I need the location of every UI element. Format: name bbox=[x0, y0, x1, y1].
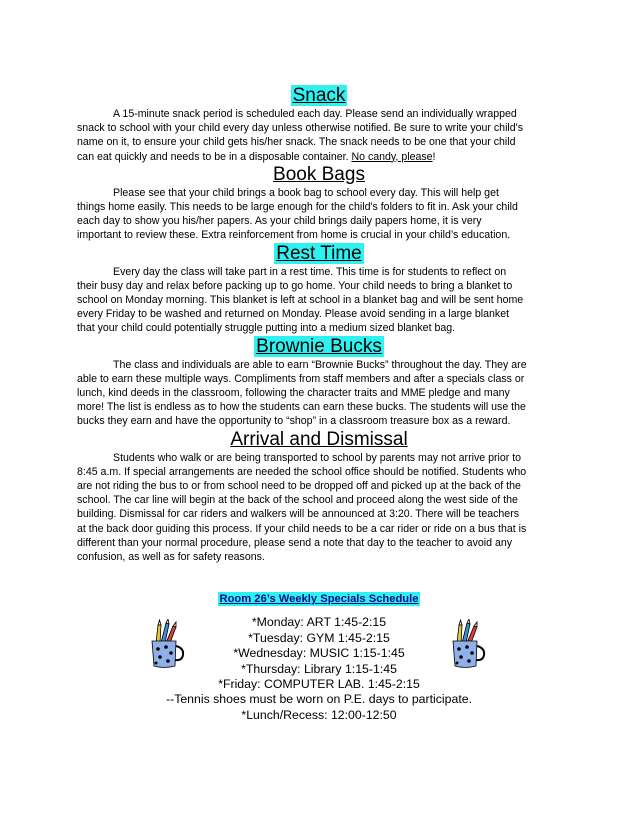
paragraph-rest-time bbox=[77, 265, 561, 336]
paragraph-line: snack to school with your child every day unless otherwise notified. Be sure to write your child's bbox=[77, 122, 523, 135]
pencil-cup-icon bbox=[447, 619, 487, 669]
paragraph-line: A 15-minute snack period is scheduled each day. Please send an individually wrapped bbox=[113, 108, 517, 120]
schedule-block bbox=[77, 615, 561, 735]
paragraph-line: every Friday to be washed and returned on Monday. Please avoid sending in a large blanket bbox=[77, 308, 510, 321]
schedule-item-thursday: *Thursday: Library 1:15-1:45 bbox=[241, 661, 397, 676]
paragraph-line: different than your normal procedure, please send a note that day to the teacher to avoid any bbox=[77, 536, 513, 549]
paragraph-line: that your child could potentially struggle putting into a medium sized blanket bag. bbox=[77, 322, 456, 335]
paragraph-line: The class and individuals are able to earn “Brownie Bucks” throughout the day. They are bbox=[113, 358, 527, 371]
section-title-rest-time: Rest Time bbox=[276, 242, 362, 264]
schedule-item-friday: *Friday: COMPUTER LAB. 1:45-2:15 bbox=[218, 676, 420, 691]
paragraph-line: school on Monday morning. This blanket is left at school in a blanket bag and will be sent home bbox=[77, 294, 524, 307]
pencil-cup-icon bbox=[146, 619, 186, 669]
paragraph-line: things home easily. This needs to be large enough for the child's folders to fit in. Ask your child bbox=[77, 201, 518, 214]
paragraph-line: lunch, kind deeds in the classroom, following the character traits and MME pledge and many bbox=[77, 387, 510, 400]
paragraph-line: their busy day and relax before packing up to go home. Your child needs to bring a blanket to bbox=[77, 279, 513, 292]
paragraph-line: confusion, as well as for safety reasons. bbox=[77, 551, 265, 564]
spacer bbox=[77, 565, 561, 589]
paragraph-line: Every day the class will take part in a rest time. This time is for students to reflect on bbox=[113, 265, 507, 278]
paragraph-line: Please see that your child brings a book bag to school every day. This will help get bbox=[113, 186, 499, 199]
paragraph-line: more! The list is endless as to how the students can earn these bucks. The students will use the bbox=[77, 401, 526, 414]
paragraph-line bbox=[77, 150, 561, 164]
section-title-book-bags: Book Bags bbox=[273, 163, 365, 185]
paragraph-text: can eat quickly and needs to be in a disposable container. bbox=[77, 150, 349, 163]
section-arrival-dismissal bbox=[77, 430, 561, 451]
paragraph-line: each day to show you his/her papers. As your child brings daily papers home, it is very bbox=[77, 215, 482, 228]
paragraph-line: school. The car line will begin at the back of the school and proceed along the west side of the bbox=[77, 494, 518, 507]
schedule-item-lunch-recess: *Lunch/Recess: 12:00-12:50 bbox=[241, 707, 397, 722]
schedule-title: Room 26’s Weekly Specials Schedule bbox=[219, 593, 419, 606]
document-content bbox=[77, 86, 561, 735]
paragraph-line: Students who walk or are being transported to school by parents may not arrive prior to bbox=[113, 451, 522, 464]
section-snack bbox=[77, 86, 561, 107]
exclamation: ! bbox=[432, 150, 436, 163]
no-candy-note: No candy, please bbox=[351, 150, 433, 163]
paragraph-line: at the back door guiding this process. If your child needs to be a car rider or ride on a bus that is bbox=[77, 522, 527, 535]
paragraph-line: name on it, to ensure your child gets his/her snack. The snack needs to be one that your child bbox=[77, 136, 516, 149]
schedule-header bbox=[77, 589, 561, 613]
paragraph-line: are not riding the bus to or from school need to be dropped off and picked up at the back of the bbox=[77, 480, 521, 493]
schedule-item-wednesday: *Wednesday: MUSIC 1:15-1:45 bbox=[233, 646, 405, 661]
section-rest-time bbox=[77, 244, 561, 265]
paragraph-line: building. Dismissal for car riders and walkers will be announced at 3:20. There will be teachers bbox=[77, 508, 520, 521]
paragraph-snack bbox=[77, 107, 561, 164]
paragraph-brownie-bucks bbox=[77, 358, 561, 429]
schedule-item-monday: *Monday: ART 1:45-2:15 bbox=[251, 615, 387, 630]
paragraph-line: bucks they earn and have the opportunity to “shop” in a classroom treasure box as a reward. bbox=[77, 415, 511, 428]
section-brownie-bucks bbox=[77, 337, 561, 358]
paragraph-line: able to earn these multiple ways. Compliments from staff members and after a specials class or bbox=[77, 372, 525, 385]
paragraph-book-bags bbox=[77, 186, 561, 243]
tennis-shoes-note: --Tennis shoes must be worn on P.E. days to participate. bbox=[166, 692, 472, 707]
schedule-item-tuesday: *Tuesday: GYM 1:45-2:15 bbox=[248, 630, 390, 645]
paragraph-arrival-dismissal bbox=[77, 451, 561, 565]
section-book-bags bbox=[77, 165, 561, 186]
section-title-arrival-dismissal: Arrival and Dismissal bbox=[230, 428, 408, 450]
section-title-snack: Snack bbox=[292, 85, 346, 106]
paragraph-line: 8:45 a.m. If special arrangements are needed the school office should be notified. Students who bbox=[77, 465, 527, 478]
section-title-brownie-bucks: Brownie Bucks bbox=[256, 335, 382, 357]
paragraph-line: important to review these. Extra reinforcement from home is crucial in your child’s education. bbox=[77, 229, 511, 242]
